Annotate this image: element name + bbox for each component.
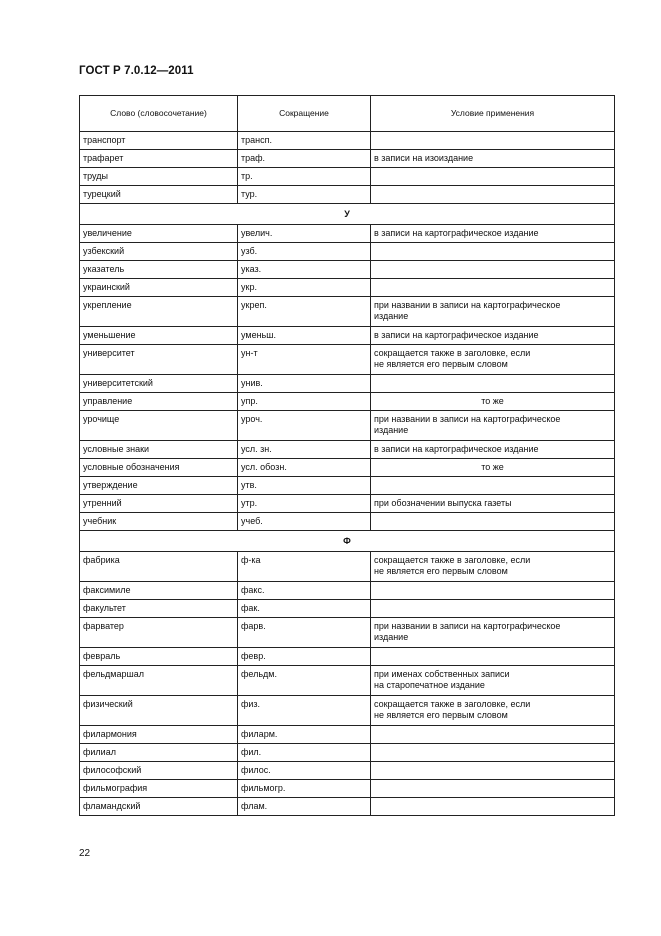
abbreviation-cell: траф. — [238, 150, 371, 168]
condition-cell — [371, 375, 615, 393]
abbreviation-cell: унив. — [238, 375, 371, 393]
word-cell: фильмография — [80, 780, 238, 798]
condition-cell — [371, 186, 615, 204]
table-row — [80, 186, 615, 204]
condition-cell — [371, 261, 615, 279]
table-row — [80, 495, 615, 513]
table-row — [80, 666, 615, 696]
abbreviation-cell: узб. — [238, 243, 371, 261]
abbreviation-cell: уменьш. — [238, 327, 371, 345]
condition-line: в записи на картографическое издание — [374, 330, 539, 340]
condition-cell — [371, 132, 615, 150]
table-row — [80, 762, 615, 780]
abbreviation-cell: учеб. — [238, 513, 371, 531]
word-cell: транспорт — [80, 132, 238, 150]
header-abbreviation: Сокращение — [238, 96, 371, 132]
table-row — [80, 132, 615, 150]
condition-cell — [371, 780, 615, 798]
header-word: Слово (словосочетание) — [80, 96, 238, 132]
word-cell: труды — [80, 168, 238, 186]
word-cell: филиал — [80, 744, 238, 762]
abbreviation-cell: факс. — [238, 582, 371, 600]
abbreviation-cell: усл. обозн. — [238, 459, 371, 477]
word-cell: уменьшение — [80, 327, 238, 345]
word-cell: фельдмаршал — [80, 666, 238, 696]
condition-line: издание — [374, 632, 409, 642]
table-row — [80, 279, 615, 297]
condition-cell — [371, 696, 615, 726]
abbreviation-table — [79, 95, 615, 816]
letter-section-row — [80, 531, 615, 552]
condition-line: то же — [481, 462, 504, 472]
condition-cell — [371, 495, 615, 513]
abbreviation-cell: фельдм. — [238, 666, 371, 696]
table-body — [80, 132, 615, 816]
abbreviation-cell: уроч. — [238, 411, 371, 441]
table-row — [80, 243, 615, 261]
word-cell: трафарет — [80, 150, 238, 168]
condition-line: сокращается также в заголовке, если — [374, 348, 531, 358]
section-letter: У — [80, 204, 615, 225]
condition-line: в записи на изоиздание — [374, 153, 474, 163]
table-row — [80, 600, 615, 618]
condition-cell — [371, 225, 615, 243]
condition-cell — [371, 243, 615, 261]
word-cell: условные обозначения — [80, 459, 238, 477]
condition-cell — [371, 297, 615, 327]
word-cell: увеличение — [80, 225, 238, 243]
condition-line: при обозначении выпуска газеты — [374, 498, 512, 508]
table-row — [80, 168, 615, 186]
condition-cell — [371, 648, 615, 666]
section-letter: Ф — [80, 531, 615, 552]
condition-cell — [371, 327, 615, 345]
table-row — [80, 582, 615, 600]
condition-cell — [371, 552, 615, 582]
abbreviation-cell: тур. — [238, 186, 371, 204]
table-row — [80, 393, 615, 411]
condition-line: издание — [374, 425, 409, 435]
abbreviation-cell: ф-ка — [238, 552, 371, 582]
table-row — [80, 696, 615, 726]
abbreviation-cell: физ. — [238, 696, 371, 726]
abbreviation-cell: утв. — [238, 477, 371, 495]
abbreviation-cell: фарв. — [238, 618, 371, 648]
table-row — [80, 477, 615, 495]
word-cell: февраль — [80, 648, 238, 666]
condition-cell — [371, 459, 615, 477]
condition-line: в записи на картографическое издание — [374, 444, 539, 454]
word-cell: условные знаки — [80, 441, 238, 459]
abbreviation-cell: фил. — [238, 744, 371, 762]
abbreviation-cell: утр. — [238, 495, 371, 513]
table-row — [80, 261, 615, 279]
table-row — [80, 618, 615, 648]
condition-cell — [371, 393, 615, 411]
table-row — [80, 780, 615, 798]
word-cell: факсимиле — [80, 582, 238, 600]
condition-cell — [371, 798, 615, 816]
abbreviation-cell: укреп. — [238, 297, 371, 327]
condition-cell — [371, 441, 615, 459]
table-row — [80, 150, 615, 168]
word-cell: управление — [80, 393, 238, 411]
condition-cell — [371, 726, 615, 744]
condition-line: при названии в записи на картографическое — [374, 621, 561, 631]
table-row — [80, 648, 615, 666]
abbreviation-cell: упр. — [238, 393, 371, 411]
condition-cell — [371, 513, 615, 531]
condition-cell — [371, 582, 615, 600]
word-cell: университетский — [80, 375, 238, 393]
table-row — [80, 375, 615, 393]
condition-cell — [371, 150, 615, 168]
word-cell: фламандский — [80, 798, 238, 816]
abbreviation-cell: увелич. — [238, 225, 371, 243]
table-row — [80, 798, 615, 816]
condition-cell — [371, 411, 615, 441]
condition-cell — [371, 477, 615, 495]
table-row — [80, 441, 615, 459]
condition-cell — [371, 618, 615, 648]
abbreviation-cell: укр. — [238, 279, 371, 297]
table-row — [80, 513, 615, 531]
condition-cell — [371, 345, 615, 375]
condition-line: при названии в записи на картографическое — [374, 414, 561, 424]
condition-line: не является его первым словом — [374, 566, 508, 576]
abbreviation-cell: флам. — [238, 798, 371, 816]
abbreviation-cell: тр. — [238, 168, 371, 186]
condition-cell — [371, 600, 615, 618]
word-cell: факультет — [80, 600, 238, 618]
condition-line: не является его первым словом — [374, 710, 508, 720]
word-cell: украинский — [80, 279, 238, 297]
condition-cell — [371, 168, 615, 186]
word-cell: указатель — [80, 261, 238, 279]
abbreviation-cell: ун-т — [238, 345, 371, 375]
word-cell: утренний — [80, 495, 238, 513]
table-row — [80, 744, 615, 762]
abbreviation-cell: трансп. — [238, 132, 371, 150]
condition-line: в записи на картографическое издание — [374, 228, 539, 238]
word-cell: укрепление — [80, 297, 238, 327]
letter-section-row — [80, 204, 615, 225]
word-cell: физический — [80, 696, 238, 726]
word-cell: филармония — [80, 726, 238, 744]
word-cell: утверждение — [80, 477, 238, 495]
abbreviation-cell: фильмогр. — [238, 780, 371, 798]
table-row — [80, 411, 615, 441]
condition-cell — [371, 666, 615, 696]
condition-line: не является его первым словом — [374, 359, 508, 369]
table-row — [80, 552, 615, 582]
table-row — [80, 345, 615, 375]
header-condition: Условие применения — [371, 96, 615, 132]
condition-cell — [371, 762, 615, 780]
table-row — [80, 726, 615, 744]
abbreviation-cell: филос. — [238, 762, 371, 780]
condition-cell — [371, 744, 615, 762]
table-row — [80, 297, 615, 327]
condition-line: при названии в записи на картографическое — [374, 300, 561, 310]
abbreviation-cell: февр. — [238, 648, 371, 666]
word-cell: урочище — [80, 411, 238, 441]
condition-line: при именах собственных записи — [374, 669, 510, 679]
document-title: ГОСТ Р 7.0.12—2011 — [79, 65, 194, 77]
condition-line: издание — [374, 311, 409, 321]
word-cell: философский — [80, 762, 238, 780]
word-cell: турецкий — [80, 186, 238, 204]
condition-line: сокращается также в заголовке, если — [374, 555, 531, 565]
condition-cell — [371, 279, 615, 297]
condition-line: на старопечатное издание — [374, 680, 485, 690]
condition-line: сокращается также в заголовке, если — [374, 699, 531, 709]
word-cell: университет — [80, 345, 238, 375]
abbreviation-cell: фак. — [238, 600, 371, 618]
table-row — [80, 459, 615, 477]
word-cell: узбекский — [80, 243, 238, 261]
abbreviation-cell: филарм. — [238, 726, 371, 744]
table-row — [80, 225, 615, 243]
word-cell: фабрика — [80, 552, 238, 582]
word-cell: фарватер — [80, 618, 238, 648]
table-row — [80, 327, 615, 345]
page-number: 22 — [79, 848, 91, 859]
condition-line: то же — [481, 396, 504, 406]
abbreviation-cell: усл. зн. — [238, 441, 371, 459]
table-header-row — [80, 96, 615, 132]
abbreviation-cell: указ. — [238, 261, 371, 279]
word-cell: учебник — [80, 513, 238, 531]
